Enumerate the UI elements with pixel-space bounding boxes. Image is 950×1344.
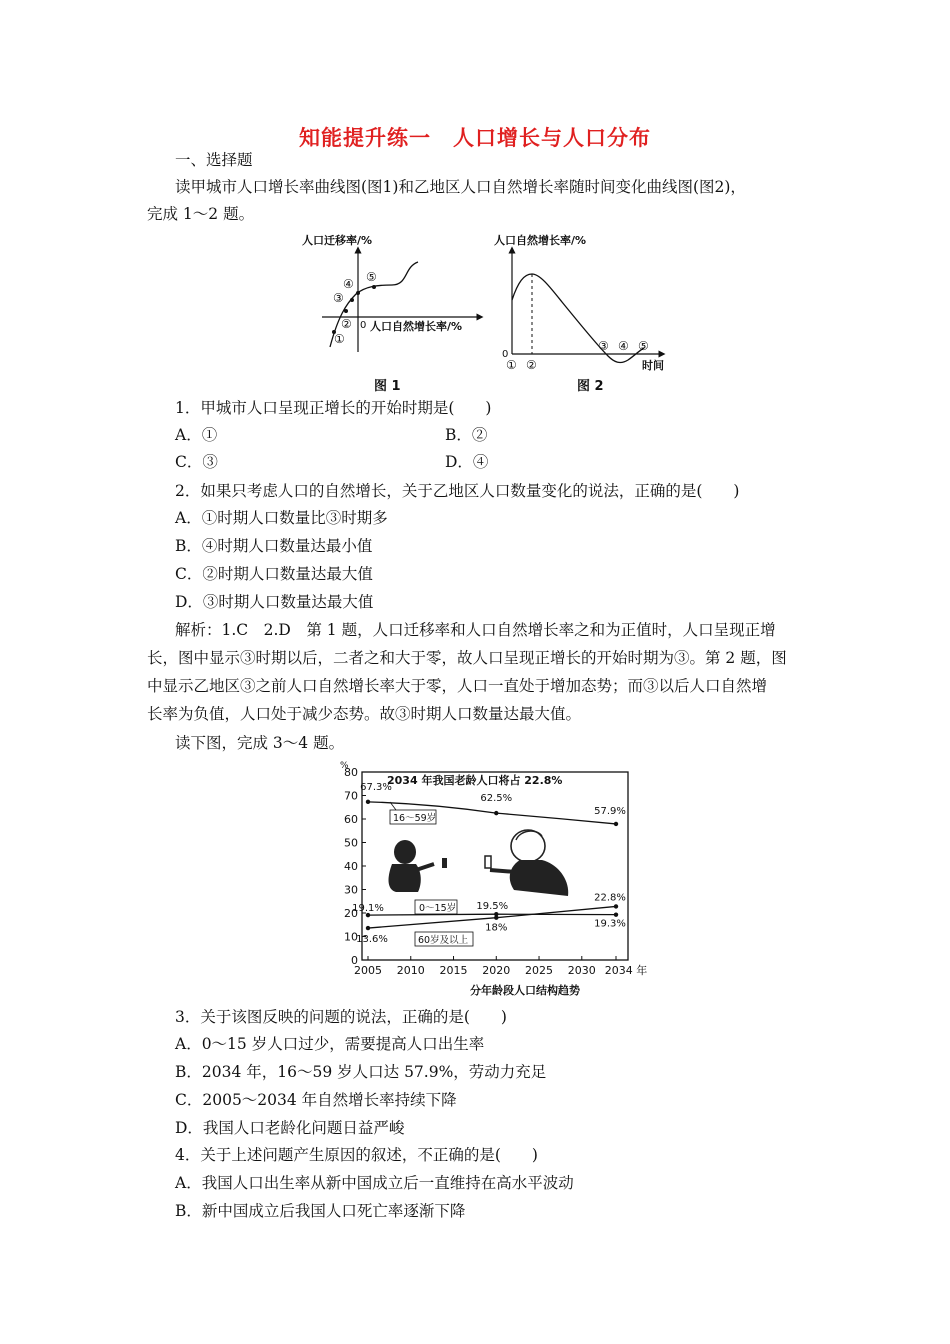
elder-head-shape	[511, 830, 545, 862]
q1-option-c[interactable]: C．③	[175, 453, 218, 471]
data-label: 19.5%	[476, 901, 509, 913]
x-tick-label: 2025	[525, 964, 554, 977]
data-label: 13.6%	[356, 934, 388, 946]
data-point	[614, 912, 618, 916]
intro-2: 读下图，完成 3～4 题。	[175, 734, 345, 752]
fig2-origin: 0	[502, 349, 509, 360]
data-label: 19.1%	[352, 903, 384, 915]
chart-title: 2034 年我国老龄人口将占 22.8%	[387, 774, 563, 787]
series-line	[368, 914, 616, 915]
q3-stem: 3．关于该图反映的问题的说法，正确的是( )	[175, 1008, 507, 1026]
data-point	[494, 811, 498, 815]
q2-option-b[interactable]: B．④时期人口数量达最小值	[175, 537, 373, 555]
candle-left-shape	[442, 858, 447, 868]
y-tick-label: 70	[344, 789, 358, 803]
data-label: 22.8%	[594, 892, 626, 904]
fig1-caption: 图 1	[374, 379, 401, 394]
x-tick-label: 2034 年	[604, 964, 648, 977]
population-structure-chart	[330, 760, 655, 1000]
legend-label-16-59: 16～59岁	[393, 813, 437, 824]
q1-option-d[interactable]: D．④	[445, 453, 489, 471]
fig2-marker-4: ④	[618, 339, 629, 353]
data-point	[614, 904, 618, 908]
data-label: 67.3%	[360, 781, 392, 793]
candle-right-shape	[485, 856, 491, 868]
fig1-marker-5: ⑤	[366, 270, 377, 284]
data-point	[366, 800, 370, 804]
data-label: 19.3%	[594, 918, 626, 930]
y-tick-label: 80	[344, 766, 358, 779]
q3-option-b[interactable]: B．2034 年，16～59 岁人口达 57.9%，劳动力充足	[175, 1063, 547, 1081]
q2-option-a[interactable]: A．①时期人口数量比③时期多	[175, 509, 388, 527]
fig2-xlabel: 时间	[642, 359, 664, 372]
q1-option-b[interactable]: B．②	[445, 426, 488, 444]
chart-ylabel: %	[340, 761, 349, 771]
q2-option-d[interactable]: D．③时期人口数量达最大值	[175, 593, 374, 611]
q3-option-d[interactable]: D．我国人口老龄化问题日益严峻	[175, 1119, 405, 1137]
fig2-ylabel: 人口自然增长率/%	[494, 234, 587, 247]
intro-line-1: 读甲城市人口增长率曲线图(图1)和乙地区人口自然增长率随时间变化曲线图(图2)，	[175, 178, 746, 196]
child-arm-shape	[416, 864, 434, 870]
figure-1	[300, 232, 490, 372]
elder-body-shape	[510, 860, 568, 896]
y-tick-label: 30	[344, 883, 358, 897]
illustration	[389, 830, 569, 896]
fig1-ylabel: 人口迁移率/%	[302, 234, 373, 247]
section-heading: 一、选择题	[175, 151, 253, 169]
y-tick-label: 10	[344, 930, 358, 944]
figure-2	[492, 232, 677, 377]
q2-stem: 2．如果只考虑人口的自然增长，关于乙地区人口数量变化的说法，正确的是( )	[175, 482, 740, 500]
data-point	[494, 916, 498, 920]
x-tick-label: 2030	[567, 964, 596, 977]
y-tick-label: 20	[344, 907, 358, 920]
x-tick-label: 2020	[482, 964, 511, 977]
fig2-marker-3: ③	[598, 339, 609, 353]
fig1-xlabel: 人口自然增长率/%	[370, 320, 463, 333]
q3-option-a[interactable]: A．0～15 岁人口过少，需要提高人口出生率	[175, 1035, 485, 1053]
data-point	[614, 822, 618, 826]
data-label: 62.5%	[480, 793, 513, 805]
fig1-marker-3: ③	[333, 291, 344, 305]
q1-stem: 1．甲城市人口呈现正增长的开始时期是( )	[175, 399, 492, 417]
legend-label-60-plus: 60岁及以上	[418, 935, 469, 946]
x-tick-label: 2010	[396, 964, 425, 977]
analysis-line-1: 解析：1.C 2.D 第 1 题，人口迁移率和人口自然增长率之和为正值时，人口呈现正增	[175, 621, 776, 639]
fig2-caption: 图 2	[577, 379, 604, 394]
analysis-line-4: 长率为负值，人口处于减少态势。故③时期人口数量达最大值。	[147, 705, 582, 723]
page-title: 知能提升练一 人口增长与人口分布	[299, 126, 651, 150]
data-point	[366, 926, 370, 930]
fig1-marker-4: ④	[343, 277, 354, 291]
q4-option-a[interactable]: A．我国人口出生率从新中国成立后一直维持在高水平波动	[175, 1174, 574, 1192]
intro-line-2: 完成 1～2 题。	[147, 205, 255, 223]
legend-label-0-15: 0～15岁	[419, 903, 457, 914]
q1-option-a[interactable]: A．①	[175, 426, 218, 444]
analysis-line-2: 长，图中显示③时期以后，二者之和大于零，故人口呈现正增长的开始时期为③。第 2 题，图	[147, 649, 787, 667]
y-tick-label: 60	[344, 813, 358, 826]
q4-option-b[interactable]: B．新中国成立后我国人口死亡率逐渐下降	[175, 1202, 466, 1220]
fig2-marker-5: ⑤	[638, 339, 649, 353]
chart-caption: 分年龄段人口结构趋势	[470, 984, 580, 997]
q3-option-c[interactable]: C．2005～2034 年自然增长率持续下降	[175, 1091, 457, 1109]
fig2-marker-2: ②	[526, 358, 537, 372]
data-label: 57.9%	[594, 805, 626, 817]
fig1-marker-1: ①	[334, 332, 345, 346]
fig1-marker-2: ②	[341, 317, 352, 331]
data-label: 18%	[485, 922, 508, 934]
fig2-marker-1: ①	[506, 358, 517, 372]
analysis-line-3: 中显示乙地区③之前人口自然增长率大于零，人口一直处于增加态势；而③以后人口自然增	[147, 677, 768, 695]
fig1-origin: 0	[360, 320, 367, 331]
x-tick-label: 2015	[439, 964, 468, 977]
y-tick-label: 50	[344, 836, 358, 850]
x-tick-label: 2005	[354, 964, 382, 977]
y-tick-label: 0	[351, 954, 358, 967]
q2-option-c[interactable]: C．②时期人口数量达最大值	[175, 565, 373, 583]
q4-stem: 4．关于上述问题产生原因的叙述，不正确的是( )	[175, 1146, 538, 1164]
child-head-shape	[394, 840, 416, 864]
y-tick-label: 40	[344, 860, 358, 873]
